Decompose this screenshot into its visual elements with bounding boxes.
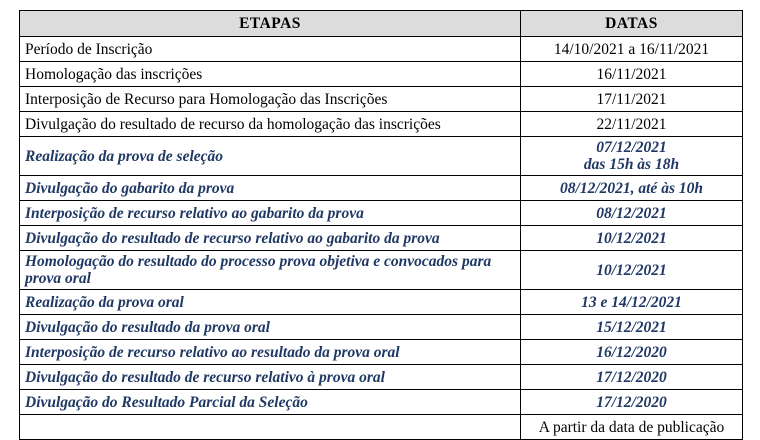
date-line: 14/10/2021 a 16/11/2021 — [553, 40, 710, 58]
table-row — [20, 112, 743, 137]
date-line: 17/11/2021 — [596, 90, 667, 108]
stage-cell: Divulgação do resultado de recurso da homologação das inscrições — [20, 112, 521, 137]
date-line: A partir da data de publicação — [538, 418, 725, 436]
date-line: 16/11/2021 — [596, 65, 667, 83]
table-header-row — [20, 11, 743, 37]
stage-cell: Divulgação do gabarito da prova — [20, 176, 521, 201]
table-row — [20, 251, 743, 290]
stage-cell — [20, 415, 521, 440]
table-row — [20, 176, 743, 201]
date-line: 16/12/2020 — [596, 343, 667, 361]
header-etapas: ETAPAS — [20, 11, 521, 37]
date-cell — [521, 315, 743, 340]
date-line: 07/12/2021 — [596, 139, 667, 156]
date-cell — [521, 226, 743, 251]
stage-cell: Homologação das inscrições — [20, 62, 521, 87]
date-cell — [521, 62, 743, 87]
table-row — [20, 315, 743, 340]
stage-cell: Divulgação do resultado da prova oral — [20, 315, 521, 340]
stage-cell: Interposição de recurso relativo ao resultado da prova oral — [20, 340, 521, 365]
stage-cell: Período de Inscrição — [20, 37, 521, 62]
stage-cell: Interposição de Recurso para Homologação das Inscrições — [20, 87, 521, 112]
stage-cell: Realização da prova oral — [20, 290, 521, 315]
header-datas: DATAS — [521, 11, 743, 37]
table-row — [20, 37, 743, 62]
date-line: 17/12/2020 — [596, 368, 667, 386]
date-cell — [521, 340, 743, 365]
stage-cell: Divulgação do Resultado Parcial da Seleção — [20, 390, 521, 415]
date-cell — [521, 37, 743, 62]
date-line: 08/12/2021 — [596, 204, 667, 222]
table-row — [20, 365, 743, 390]
table-row — [20, 415, 743, 440]
date-line: 10/12/2021 — [596, 261, 667, 279]
table-row — [20, 137, 743, 176]
table-row — [20, 87, 743, 112]
date-cell — [521, 390, 743, 415]
stage-cell: Homologação do resultado do processo prova objetiva e convocados para prova oral — [20, 251, 521, 290]
date-cell — [521, 251, 743, 290]
table-row — [20, 390, 743, 415]
date-line: 13 e 14/12/2021 — [581, 293, 682, 311]
date-line: 10/12/2021 — [596, 229, 667, 247]
date-line: das 15h às 18h — [583, 156, 680, 173]
stage-cell: Realização da prova de seleção — [20, 137, 521, 176]
schedule-table — [19, 10, 743, 440]
date-cell — [521, 176, 743, 201]
date-cell — [521, 290, 743, 315]
date-line: 17/12/2020 — [596, 393, 667, 411]
table-row — [20, 226, 743, 251]
date-cell — [521, 112, 743, 137]
date-cell — [521, 137, 743, 176]
table-row — [20, 290, 743, 315]
stage-cell: Interposição de recurso relativo ao gabarito da prova — [20, 201, 521, 226]
stage-cell: Divulgação do resultado de recurso relativo à prova oral — [20, 365, 521, 390]
table-body — [20, 37, 743, 440]
date-line: 08/12/2021, até às 10h — [560, 179, 703, 197]
date-cell — [521, 365, 743, 390]
stage-cell: Divulgação do resultado de recurso relativo ao gabarito da prova — [20, 226, 521, 251]
date-cell — [521, 415, 743, 440]
date-line: 15/12/2021 — [596, 318, 667, 336]
table-row — [20, 201, 743, 226]
date-cell — [521, 201, 743, 226]
date-cell — [521, 87, 743, 112]
table-row — [20, 62, 743, 87]
date-line: 22/11/2021 — [596, 115, 667, 133]
table-row — [20, 340, 743, 365]
